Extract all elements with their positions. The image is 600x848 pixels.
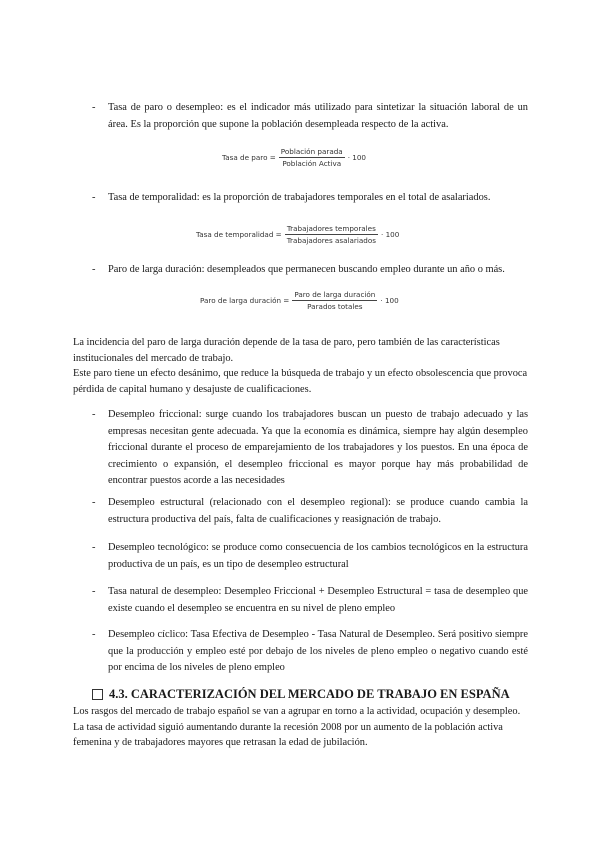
- formula-rhs: · 100: [380, 296, 399, 305]
- formula-denominator: Trabajadores asalariados: [286, 236, 376, 245]
- bullet-paro-larga-duracion: [92, 262, 528, 279]
- formula-paro-larga-duracion: [200, 290, 399, 311]
- formula-lhs: Paro de larga duración =: [200, 296, 290, 305]
- formula-tasa-de-paro: [222, 147, 366, 168]
- bullet-dash: -: [92, 409, 96, 420]
- section-heading: [92, 687, 510, 702]
- formula-numerator: Trabajadores temporales: [286, 224, 376, 233]
- formula-rhs: · 100: [381, 230, 400, 239]
- bullet-dash: -: [92, 586, 96, 597]
- formula-rhs: · 100: [347, 153, 366, 162]
- bullet-desempleo-ciclico: [92, 627, 528, 677]
- bullet-dash: -: [92, 542, 96, 553]
- bullet-text: Tasa de temporalidad: es la proporción de trabajadores temporales en el total de asalariados.: [108, 192, 491, 203]
- paragraph-mercado-espana: [73, 704, 528, 751]
- paragraph-line: La tasa de actividad siguió aumentando durante la recesión 2008 por un aumento de la población activa femenina y de trabajadores mayores que retrasan la edad de jubilación.: [73, 721, 503, 748]
- bullet-text: Desempleo friccional: surge cuando los trabajadores buscan un puesto de trabajo adecuado y las empresas necesitan gente adecuada. Ya que la economía es dinámica, siempre hay algún desempleo friccional durante el proceso de emparejamiento de los trabajadores y los puestos. En una época de crecimiento o expansión, el desempleo friccional es mayor porque hay más probabilidad de encontrar puestos acorde a las necesidades: [108, 409, 528, 486]
- bullet-text: Desempleo cíclico: Tasa Efectiva de Desempleo - Tasa Natural de Desempleo. Será positivo siempre que la producción y empleo esté por debajo de los niveles de pleno empleo o negativo cuando esté por encima de los niveles de pleno empleo: [108, 629, 528, 673]
- paragraph-line: Este paro tiene un efecto desánimo, que reduce la búsqueda de trabajo y un efecto obsolescencia que provoca pérdida de capital humano y desajuste de cualificaciones.: [73, 368, 528, 395]
- section-heading-text: 4.3. CARACTERIZACIÓN DEL MERCADO DE TRABAJO EN ESPAÑA: [109, 687, 510, 701]
- bullet-dash: -: [92, 264, 96, 275]
- bullet-desempleo-tecnologico: [92, 540, 528, 573]
- bullet-dash: -: [92, 497, 96, 508]
- formula-numerator: Población parada: [280, 147, 343, 156]
- bullet-tasa-de-temporalidad: [92, 190, 528, 207]
- formula-denominator: Parados totales: [307, 302, 363, 311]
- bullet-tasa-natural: [92, 584, 528, 617]
- bullet-text: Tasa de paro o desempleo: es el indicador más utilizado para sintetizar la situación laboral de un área. Es la proporción que supone la población desempleada respecto de la activa.: [108, 102, 528, 130]
- formula-numerator: Paro de larga duración: [294, 290, 376, 299]
- bullet-tasa-de-paro: [92, 100, 528, 133]
- bullet-dash: -: [92, 192, 96, 203]
- bullet-dash: -: [92, 629, 96, 640]
- formula-fraction: [292, 290, 377, 311]
- paragraph-paro-larga-duracion: [73, 335, 528, 397]
- bullet-text: Desempleo tecnológico: se produce como consecuencia de los cambios tecnológicos en la estructura productiva de un país, es un tipo de desempleo estructural: [108, 542, 528, 570]
- bullet-text: Paro de larga duración: desempleados que permanecen buscando empleo durante un año o más.: [108, 264, 505, 275]
- formula-fraction: [279, 147, 345, 168]
- formula-fraction: [285, 224, 378, 245]
- bullet-dash: -: [92, 102, 96, 113]
- bullet-text: Tasa natural de desempleo: Desempleo Friccional + Desempleo Estructural = tasa de desempleo que existe cuando el desempleo se encuentra en su nivel de pleno empleo: [108, 586, 528, 614]
- paragraph-line: La incidencia del paro de larga duración depende de la tasa de paro, pero también de las características institucionales del mercado de trabajo.: [73, 337, 500, 364]
- bullet-desempleo-estructural: [92, 495, 528, 528]
- formula-denominator: Población Activa: [282, 159, 342, 168]
- formula-lhs: Tasa de temporalidad =: [196, 230, 282, 239]
- formula-lhs: Tasa de paro =: [222, 153, 276, 162]
- formula-tasa-de-temporalidad: [196, 224, 399, 245]
- paragraph-line: Los rasgos del mercado de trabajo español se van a agrupar en torno a la actividad, ocupación y desempleo.: [73, 706, 521, 717]
- bullet-desempleo-friccional: [92, 407, 528, 490]
- checkbox-icon: [92, 689, 103, 700]
- bullet-text: Desempleo estructural (relacionado con el desempleo regional): se produce cuando cambia la estructura productiva del país, falta de cualificaciones y reasignación de trabajo.: [108, 497, 528, 525]
